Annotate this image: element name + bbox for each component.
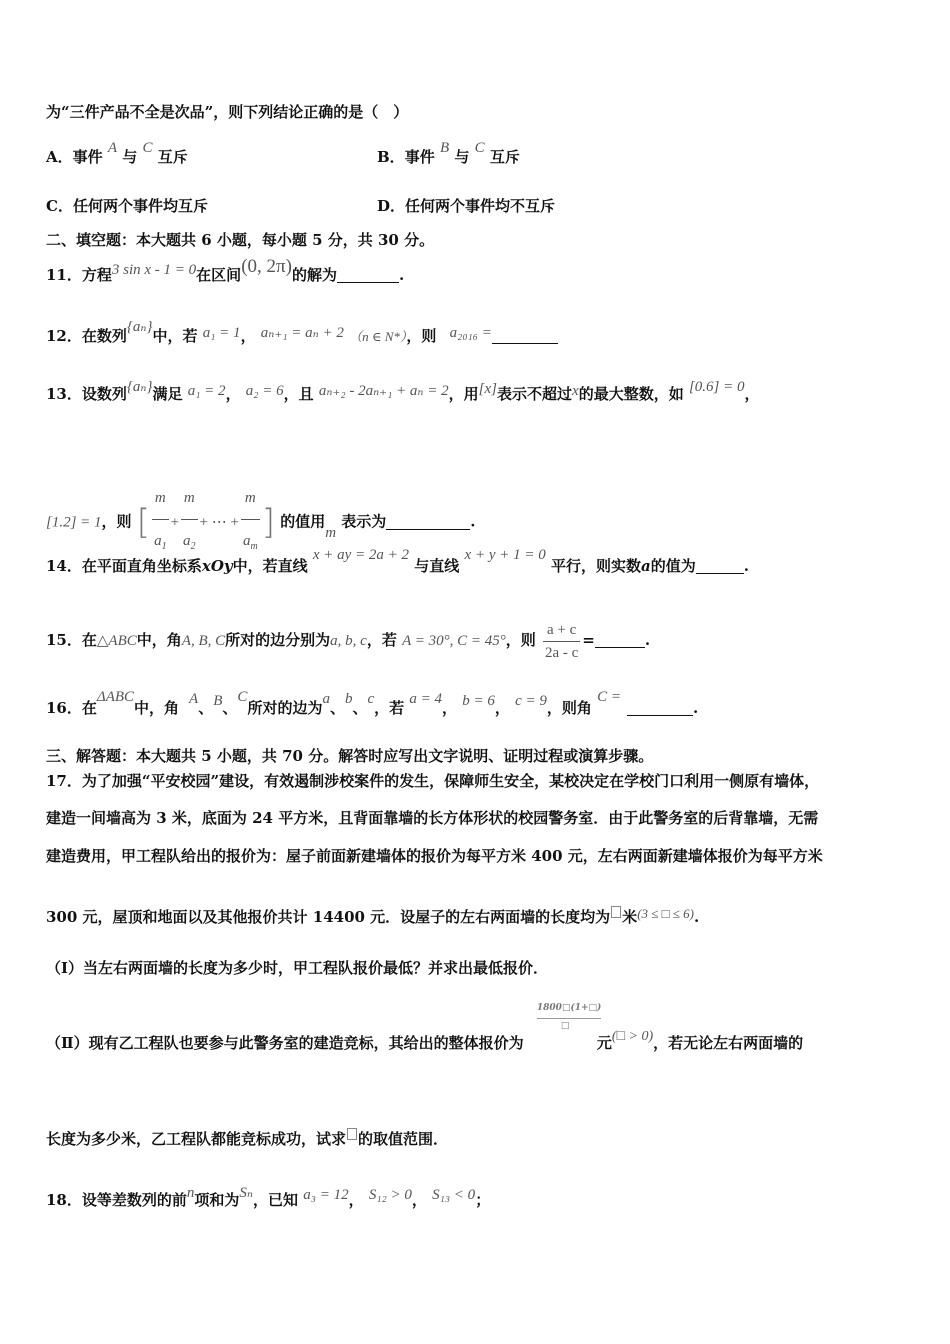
event-c: C (142, 140, 153, 156)
section-3-heading: 三、解答题：本大题共 5 小题，共 70 分。解答时应写出文字说明、证明过程或演算步骤。 (46, 747, 654, 765)
answer-blank[interactable] (337, 268, 399, 283)
event-b: B (439, 140, 450, 156)
q11-interval: (0, 2π) (241, 256, 292, 277)
question-17-line-1: 17．为了加强“平安校园”建设，有效遏制涉校案件的发生，保障师生安全，某校决定在学校门口利用一侧原有墙体， (46, 772, 820, 790)
question-12: 12．在数列{aₙ}中，若 a₁ = 1， aₙ₊₁ = aₙ + 2 （n ∈ N*），则 a₂₀₁₆ = (46, 326, 558, 347)
question-17-line-3: 建造费用，甲工程队给出的报价为：屋子前面新建墙体的报价为每平方米 400 元，左右两面新建墙体报价为每平方米 (46, 847, 823, 865)
q10-option-d[interactable]: D．任何两个事件均不互斥 (377, 197, 556, 215)
q10-option-b[interactable]: B．事件 B 与 C 互斥 (377, 140, 520, 166)
fraction-1: $\frac{m}{a_1}$ (152, 478, 169, 567)
fraction-2: $\frac{m}{a_2}$ (181, 478, 198, 567)
event-a: A (107, 140, 118, 156)
answer-blank[interactable] (595, 633, 645, 648)
bid-numerator: 1800□(1+□) (537, 998, 601, 1019)
answer-blank[interactable] (386, 515, 470, 530)
answer-blank[interactable] (696, 559, 744, 574)
variable-placeholder (347, 1128, 357, 1140)
question-11: 11．方程3 sin x - 1 = 0在区间(0, 2π)的解为 . (46, 256, 405, 284)
question-17-line-2: 建造一间墙高为 3 米，底面为 24 平方米，且背面靠墙的长方体形状的校园警务室．由于此警务室的后背靠墙，无需 (46, 809, 819, 827)
answer-blank[interactable] (627, 701, 693, 716)
variable-placeholder (611, 906, 621, 918)
q10-stem-tail: 为“三件产品不全是次品”，则下列结论正确的是（ ） (46, 103, 409, 121)
option-label: A． (46, 148, 73, 166)
q10-option-c[interactable]: C．任何两个事件均互斥 (46, 197, 208, 215)
question-17-part-2: （Ⅱ）现有乙工程队也要参与此警务室的建造竞标，其给出的整体报价为 1800□(1+□) □ 元(□ > 0)，若无论左右两面墙的 (46, 1028, 803, 1055)
question-17-part-1: （Ⅰ）当左右两面墙的长度为多少时，甲工程队报价最低？并求出最低报价． (46, 959, 549, 977)
question-13: 13．设数列{aₙ}满足 a₁ = 2， a₂ = 6，且 aₙ₊₂ - 2aₙ₊₁ + aₙ = 2，用[x]表示不超过x的最大整数，如 [0.6] = 0， (46, 379, 760, 403)
fraction-m: $\frac{m}{a_m}$ (241, 478, 260, 567)
section-2-heading: 二、填空题：本大题共 6 小题，每小题 5 分，共 30 分。 (46, 231, 435, 249)
q10-option-a[interactable]: A．事件 A 与 C 互斥 (46, 140, 188, 166)
bid-denominator: □ (560, 1021, 570, 1031)
event-c: C (474, 140, 485, 156)
question-14: 14．在平面直角坐标系xOy中，若直线 x + ay = 2a + 2 与直线 x + y + 1 = 0 平行，则实数a的值为 . (46, 547, 749, 575)
q15-fraction: $\frac{a + c}{2a - c}$ (544, 621, 579, 661)
question-13-cont: [1.2] = 1，则 [ $\frac{m}{a_1}$ + $\frac{m}{a_2}$ + ⋯ + $\frac{m}{a_m}$ ] 的值用m 表示为 . (46, 478, 476, 522)
answer-blank[interactable] (492, 329, 558, 344)
question-18: 18．设等差数列的前n项和为Sₙ，已知 a₃ = 12， S₁₂ > 0， S₁₃ < 0； (46, 1185, 491, 1209)
question-17-part-2-cont: 长度为多少米，乙工程队都能竞标成功，试求 的取值范围． (46, 1130, 449, 1148)
question-15: 15．在△ABC中，角A, B, C所对的边分别为a, b, c，若 A = 30°, C = 45°，则 $\frac{a + c}{2a - c}$ = . (46, 621, 651, 661)
question-17-line-4: 300 元，屋顶和地面以及其他报价共计 14400 元．设屋子的左右两面墙的长度均为 米(3 ≤ □ ≤ 6). (46, 906, 700, 926)
question-16: 16．在ΔABC中，角 A、B、C所对的边为a、b、c，若 a = 4， b = 6， c = 9，则角 C =. (46, 689, 699, 717)
q11-equation: 3 sin x - 1 = 0 (111, 262, 197, 278)
